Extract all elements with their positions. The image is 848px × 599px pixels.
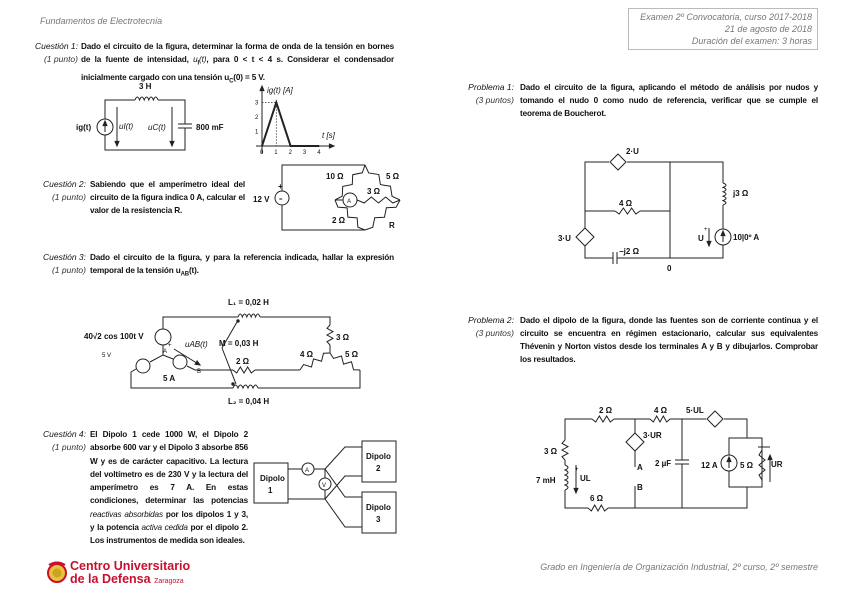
resistor-icon xyxy=(357,197,400,203)
wire xyxy=(258,370,360,388)
label: Cuestión 3: xyxy=(43,252,86,262)
c2-rR-label: R xyxy=(389,221,395,230)
dependent-voltage-source-icon xyxy=(576,228,594,246)
inductor-icon xyxy=(238,314,260,317)
p1-u-label: U xyxy=(698,234,704,243)
y-tick-label: 2 xyxy=(255,115,259,121)
wire xyxy=(260,317,330,325)
wire xyxy=(724,419,747,438)
c3-node-B: B xyxy=(197,369,202,375)
c1-graph-xlabel: t [s] xyxy=(322,131,335,140)
label: Cuestión 4: xyxy=(43,429,86,439)
course-title: Fundamentos de Electrotecnia xyxy=(40,16,163,26)
waveform-line xyxy=(262,103,319,147)
coupling-dot-icon xyxy=(237,320,239,322)
wire xyxy=(187,366,233,370)
resistor-icon xyxy=(650,416,670,422)
c3-ac-source-label: 40√2 cos 100t V xyxy=(84,332,144,341)
p1-dep2-label: 3·U xyxy=(558,234,571,243)
p2-dep1-label: 5·UL xyxy=(686,406,704,415)
inductor-icon xyxy=(135,97,158,100)
c2-ammeter-symbol: A xyxy=(347,199,352,205)
dipolo-3-box xyxy=(362,492,396,533)
c4-dipolo2: Dipolo xyxy=(366,452,391,461)
exam-duration: Duración del examen: 3 horas xyxy=(691,36,812,46)
text-segment: , para 0 < t < 4 s. Considerar el condensador inicialmente cargado con una tensión u xyxy=(81,55,394,82)
p1-plus: + xyxy=(704,227,708,233)
c2-dc-symbol: = xyxy=(279,197,283,203)
y-tick-label: 1 xyxy=(255,129,259,136)
p1-cap-label: −j2 Ω xyxy=(619,247,639,256)
c1-graph-ylabel: ig(t) [A] xyxy=(267,86,293,95)
resistor-icon xyxy=(233,367,255,373)
dipolo-1-box xyxy=(254,463,288,503)
c2-r5-label: 5 Ω xyxy=(386,172,400,181)
c3-r4-label: 4 Ω xyxy=(300,350,314,359)
resistor-icon xyxy=(562,440,568,460)
text-segment: por el dipolo 2. Los instrumentos de medida son ideales. xyxy=(90,523,249,546)
dependent-voltage-source-icon xyxy=(626,433,644,451)
arrowhead-icon xyxy=(195,361,200,365)
label: Cuestión 2: xyxy=(43,179,86,189)
c3-plus: + xyxy=(168,343,172,349)
c3-r2-label: 2 Ω xyxy=(236,357,250,366)
p2-dep2-label: 3·UR xyxy=(643,431,662,440)
wire xyxy=(163,317,238,329)
text-segment: I xyxy=(197,60,200,67)
c2-source-label: 12 V xyxy=(253,195,270,204)
arrowhead-icon xyxy=(574,488,578,493)
wire xyxy=(105,100,135,119)
arrowhead-icon xyxy=(260,86,264,91)
c1-source-label: ig(t) xyxy=(76,123,92,132)
points: (3 puntos) xyxy=(475,95,514,105)
x-tick-label: 0 xyxy=(260,150,264,156)
resistor-icon xyxy=(588,505,608,511)
p2-r3-label: 3 Ω xyxy=(544,447,558,456)
c4-voltmeter-symbol: V xyxy=(322,483,327,489)
p2-uL-label: UL xyxy=(580,474,591,483)
c1-uc-label: uC(t) xyxy=(148,123,166,132)
wire xyxy=(150,345,163,362)
wire xyxy=(585,162,609,228)
mutual-link xyxy=(222,348,236,384)
x-tick-label: 1 xyxy=(274,150,278,156)
c3-node-A: A xyxy=(163,349,168,355)
dc-voltage-source-icon xyxy=(136,359,150,373)
text-segment: reactivas absorbidas xyxy=(90,509,163,519)
inductor-icon xyxy=(723,183,726,205)
points: (3 puntos) xyxy=(475,328,514,338)
p1-node-0: 0 xyxy=(667,264,672,273)
text-segment: u xyxy=(193,55,198,64)
c4-dipolo1-num: 1 xyxy=(268,486,273,495)
c4-dipolo3: Dipolo xyxy=(366,503,391,512)
p1-r4-label: 4 Ω xyxy=(619,199,633,208)
resistor-icon xyxy=(327,325,333,345)
points: (1 punto) xyxy=(51,442,86,452)
p1-dep1-label: 2·U xyxy=(626,147,639,156)
c1-inductor-label: 3 H xyxy=(139,82,152,91)
coupling-dot-icon xyxy=(232,383,234,385)
wire xyxy=(565,419,592,440)
p2-uR-label: UR xyxy=(771,460,783,469)
x-tick-label: 4 xyxy=(317,150,321,156)
p2-cap-label: 2 µF xyxy=(655,459,672,468)
p2-r4-label: 4 Ω xyxy=(654,406,668,415)
text-segment: Dado el dipolo de la figura, donde las fuentes son de corriente continua y el circuito se encuentra en régimen estacionario, calcular sus equivalentes Thévenin y Norton vistos desde los terminales A y B y dibujarlos. Comprobar los resultados. xyxy=(520,316,818,364)
c2-r2-label: 2 Ω xyxy=(332,216,346,225)
text-segment: activa cedida xyxy=(141,523,188,533)
c1-cap-label: 800 mF xyxy=(196,123,224,132)
c3-r3-label: 3 Ω xyxy=(336,333,350,342)
c3-dc-source-label: 5 V xyxy=(102,353,112,359)
text-segment: por los dipolos 1 y 3, y la potencia xyxy=(90,509,249,533)
dependent-voltage-source-icon xyxy=(610,154,626,170)
text-segment: AB xyxy=(180,271,189,278)
c3-r5-label: 5 Ω xyxy=(345,350,359,359)
text-segment: Dado el circuito de la figura, aplicando el método de análisis por nudos y tomando el nudo 0 como nudo de referencia, verificar que se cumple el teorema de Boucherot. xyxy=(520,83,818,118)
wire xyxy=(608,487,747,508)
p2-terminal-A: A xyxy=(637,463,643,472)
logo-line-2: de la Defensa xyxy=(70,572,151,586)
inductor-icon xyxy=(565,465,568,490)
text-segment: (t) xyxy=(199,55,207,64)
label: Problema 2: xyxy=(468,315,514,325)
x-tick-label: 2 xyxy=(288,150,292,156)
degree-footer: Grado en Ingeniería de Organización Industrial, 2º curso, 2º semestre xyxy=(540,562,818,572)
wire xyxy=(163,355,173,359)
c3-L2-label: L₂ = 0,04 H xyxy=(228,397,270,406)
c2-r10-label: 10 Ω xyxy=(326,172,344,181)
c3-current-source-label: 5 A xyxy=(163,374,176,383)
dependent-voltage-source-icon xyxy=(707,411,723,427)
arrowhead-icon xyxy=(768,455,772,460)
resistor-icon xyxy=(592,416,614,422)
y-tick-label: 3 xyxy=(255,100,259,107)
wire xyxy=(325,447,362,469)
c3-M-label: M = 0,03 H xyxy=(219,339,259,348)
arrowhead-icon xyxy=(115,141,119,146)
p2-terminal-B: B xyxy=(637,483,643,492)
label: Problema 1: xyxy=(468,82,514,92)
c1-ui-label: uI(t) xyxy=(119,122,134,131)
logo-line-1: Centro Universitario xyxy=(70,559,191,573)
c2-plus: + xyxy=(278,182,283,191)
wire xyxy=(585,246,613,258)
exam-date: 21 de agosto de 2018 xyxy=(724,24,812,34)
dipolo-2-box xyxy=(362,441,396,482)
c4-dipolo2-num: 2 xyxy=(376,464,381,473)
resistor-icon xyxy=(615,208,640,214)
p2-L-label: 7 mH xyxy=(536,476,556,485)
arrowhead-icon xyxy=(170,141,174,146)
points: (1 punto) xyxy=(51,265,86,275)
c4-ammeter-symbol: A xyxy=(305,468,310,474)
c4-dipolo1: Dipolo xyxy=(260,474,285,483)
p2-r2-label: 2 Ω xyxy=(599,406,613,415)
p2-cs-label: 12 A xyxy=(701,461,718,470)
p1-ind-label: j3 Ω xyxy=(733,189,749,198)
arrowhead-icon xyxy=(707,241,711,246)
exam-session: Examen 2º Convocatoria, curso 2017-2018 xyxy=(640,12,812,22)
logo-city: Zaragoza xyxy=(154,578,184,585)
text-segment: El Dipolo 1 cede 1000 W, el Dipolo 2 absorbe 600 var y el Dipolo 3 absorbe 856 W y es de carácter capacitivo. La lectura del voltímetro es de 230 V y la lectura del amperímetro es 7 A. En estas condiciones, determinar las potencias xyxy=(90,430,248,506)
wire xyxy=(627,162,723,183)
current-source-icon xyxy=(173,355,187,369)
inductor-icon xyxy=(233,385,258,388)
c2-r3-label: 3 Ω xyxy=(367,187,381,196)
label: Cuestión 1: xyxy=(35,41,78,51)
points: (1 punto) xyxy=(43,54,78,64)
wire xyxy=(325,499,362,527)
arrowhead-icon xyxy=(329,144,334,148)
text-segment: C xyxy=(229,78,234,85)
c3-L1-label: L₁ = 0,02 H xyxy=(228,298,269,307)
c4-dipolo3-num: 3 xyxy=(376,515,381,524)
text-segment: (t). xyxy=(188,266,199,275)
text-segment: Dado el circuito de la figura, determinar la forma de onda de la tensión en bornes de la fuente de intensidad, xyxy=(81,42,394,64)
p2-r6-label: 6 Ω xyxy=(590,494,604,503)
p2-plus: + xyxy=(575,467,579,473)
text-segment: Dado el circuito de la figura, y para la referencia indicada, hallar la expresión temporal de la tensión u xyxy=(90,253,394,275)
c3-uab-label: uAB(t) xyxy=(185,340,208,349)
x-tick-label: 3 xyxy=(302,150,307,156)
points: (1 punto) xyxy=(51,192,86,202)
text-segment: (0) = 5 V. xyxy=(233,72,265,82)
p2-r5-label: 5 Ω xyxy=(740,461,754,470)
p1-cs-label: 10|0º A xyxy=(733,233,760,242)
text-segment: Sabiendo que el amperímetro ideal del circuito de la figura indica 0 A, calcular el valor de la resistencia R. xyxy=(90,180,245,215)
